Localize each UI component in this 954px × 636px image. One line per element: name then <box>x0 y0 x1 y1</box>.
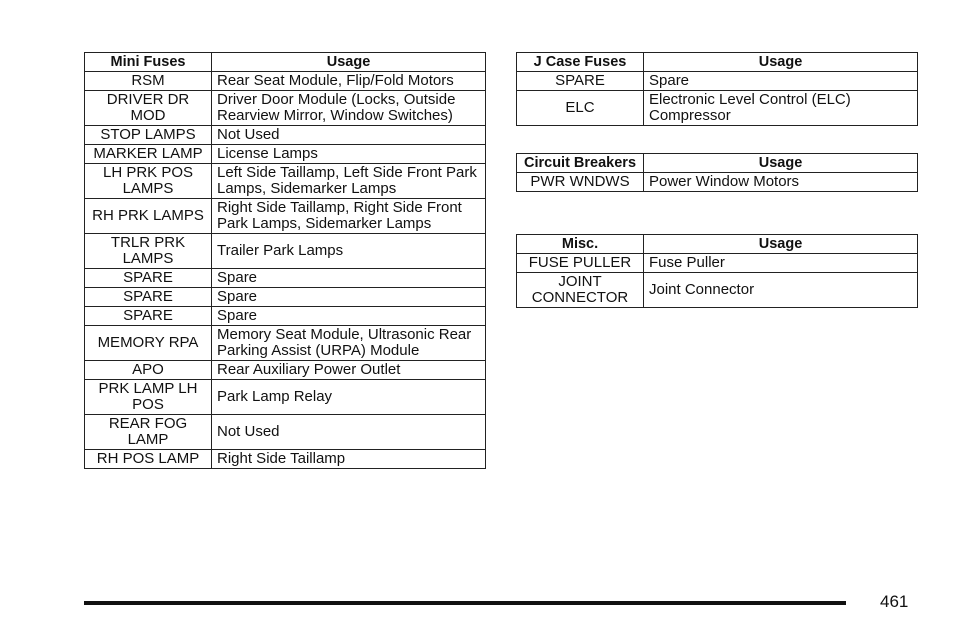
table-row <box>517 173 918 192</box>
misc-table <box>516 234 918 308</box>
fuse-usage: Spare <box>212 288 486 307</box>
misc-name: FUSE PULLER <box>517 254 644 273</box>
fuse-usage: Memory Seat Module, Ultrasonic Rear Parking Assist (URPA) Module <box>212 326 486 361</box>
fuse-usage: Park Lamp Relay <box>212 380 486 415</box>
fuse-name: LH PRK POS LAMPS <box>85 164 212 199</box>
fuse-name: RH POS LAMP <box>85 450 212 469</box>
fuse-name: TRLR PRK LAMPS <box>85 234 212 269</box>
fuse-usage: Not Used <box>212 415 486 450</box>
table-row <box>85 450 486 469</box>
fuse-usage: Spare <box>212 307 486 326</box>
column-header: Usage <box>212 53 486 72</box>
table-row <box>85 269 486 288</box>
column-header: J Case Fuses <box>517 53 644 72</box>
fuse-name: SPARE <box>85 269 212 288</box>
misc-usage: Joint Connector <box>644 273 918 308</box>
table-row <box>517 254 918 273</box>
table-row <box>517 72 918 91</box>
fuse-name: MEMORY RPA <box>85 326 212 361</box>
column-header: Usage <box>644 53 918 72</box>
table-row <box>85 199 486 234</box>
table-row <box>85 72 486 91</box>
table-row <box>85 415 486 450</box>
table-row <box>85 126 486 145</box>
footer-divider <box>84 601 846 605</box>
fuse-usage: Not Used <box>212 126 486 145</box>
table-row <box>85 380 486 415</box>
table-row <box>85 234 486 269</box>
fuse-name: SPARE <box>517 72 644 91</box>
fuse-name: REAR FOG LAMP <box>85 415 212 450</box>
fuse-usage: Electronic Level Control (ELC) Compressor <box>644 91 918 126</box>
breaker-name: PWR WNDWS <box>517 173 644 192</box>
column-header: Usage <box>644 235 918 254</box>
fuse-usage: Rear Seat Module, Flip/Fold Motors <box>212 72 486 91</box>
table-row <box>517 273 918 308</box>
fuse-usage: Trailer Park Lamps <box>212 234 486 269</box>
fuse-usage: Left Side Taillamp, Left Side Front Park Lamps, Sidemarker Lamps <box>212 164 486 199</box>
breaker-usage: Power Window Motors <box>644 173 918 192</box>
j-case-fuses-table <box>516 52 918 126</box>
table-row <box>85 91 486 126</box>
circuit-breakers-table <box>516 153 918 192</box>
table-row <box>85 164 486 199</box>
column-header: Circuit Breakers <box>517 154 644 173</box>
misc-usage: Fuse Puller <box>644 254 918 273</box>
fuse-usage: Right Side Taillamp <box>212 450 486 469</box>
fuse-usage: Spare <box>212 269 486 288</box>
column-header: Mini Fuses <box>85 53 212 72</box>
misc-name: JOINT CONNECTOR <box>517 273 644 308</box>
table-header-row <box>517 235 918 254</box>
table-header-row <box>85 53 486 72</box>
page-number: 461 <box>880 592 909 611</box>
fuse-name: SPARE <box>85 307 212 326</box>
table-row <box>85 145 486 164</box>
fuse-name: APO <box>85 361 212 380</box>
fuse-usage: License Lamps <box>212 145 486 164</box>
fuse-usage: Right Side Taillamp, Right Side Front Park Lamps, Sidemarker Lamps <box>212 199 486 234</box>
column-header: Misc. <box>517 235 644 254</box>
fuse-name: SPARE <box>85 288 212 307</box>
table-row <box>85 361 486 380</box>
fuse-name: ELC <box>517 91 644 126</box>
table-header-row <box>517 154 918 173</box>
table-row <box>85 326 486 361</box>
fuse-name: RH PRK LAMPS <box>85 199 212 234</box>
mini-fuses-table <box>84 52 486 469</box>
table-header-row <box>517 53 918 72</box>
table-row <box>85 288 486 307</box>
fuse-usage: Spare <box>644 72 918 91</box>
fuse-name: PRK LAMP LH POS <box>85 380 212 415</box>
table-row <box>85 307 486 326</box>
fuse-name: RSM <box>85 72 212 91</box>
fuse-usage: Driver Door Module (Locks, Outside Rearview Mirror, Window Switches) <box>212 91 486 126</box>
fuse-usage: Rear Auxiliary Power Outlet <box>212 361 486 380</box>
fuse-name: DRIVER DR MOD <box>85 91 212 126</box>
table-row <box>517 91 918 126</box>
column-header: Usage <box>644 154 918 173</box>
fuse-name: MARKER LAMP <box>85 145 212 164</box>
fuse-name: STOP LAMPS <box>85 126 212 145</box>
